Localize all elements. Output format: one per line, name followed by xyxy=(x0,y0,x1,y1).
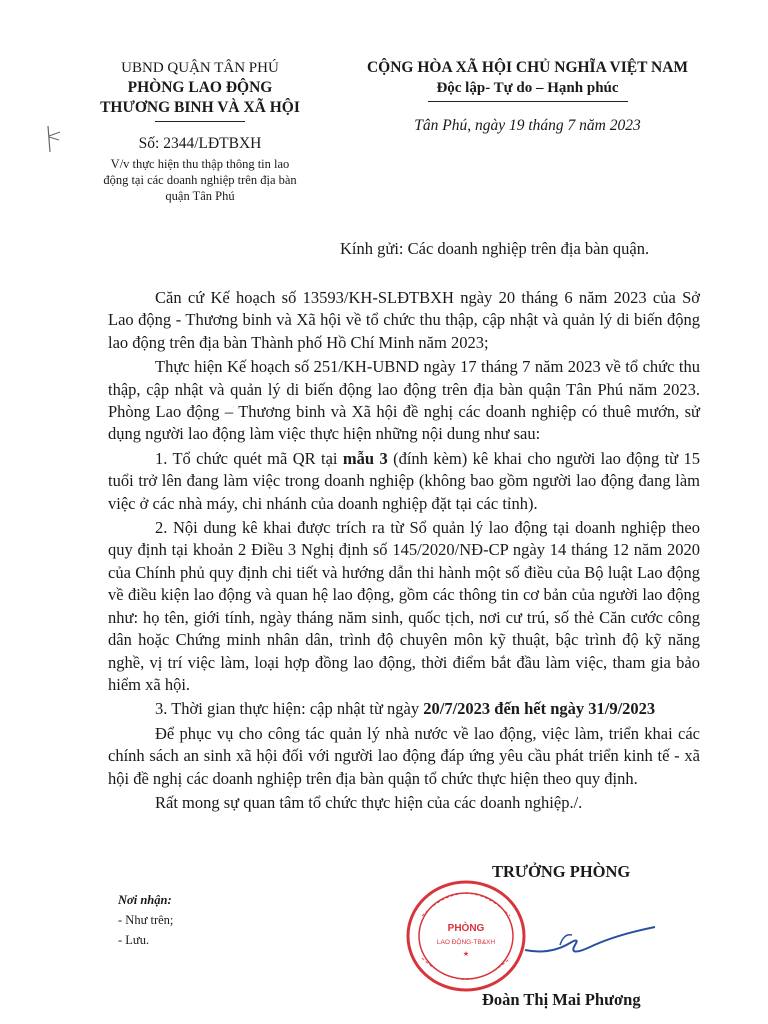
document-date: Tân Phú, ngày 19 tháng 7 năm 2023 xyxy=(414,117,641,134)
deadline-bold: 20/7/2023 đến hết ngày 31/9/2023 xyxy=(423,699,656,719)
body-paragraph-item-2: 2. Nội dung kê khai được trích ra từ Sổ quản lý lao động tại doanh nghiệp theo quy định tại khoản 2 Điều 3 Nghị định số 145/2020/NĐ-CP ngày 14 tháng 12 năm 2020 của Chính phủ quy định chi tiết và hướng dẫn thi hành một số điều của Bộ luật Lao động về điều kiện lao động và quan hệ lao động, gồm các thông tin cơ bản của người lao động như: họ tên, giới tính, ngày tháng năm sinh, quốc tịch, nơi cư trú, số thẻ Căn cước công dân hoặc Chứng minh nhân dân, trình độ chuyên môn kỹ thuật, bậc trình độ kỹ năng nghề, vị trí việc làm, loại hợp đồng lao động, thời điểm bắt đầu làm việc, tham gia bảo hiểm xã hội. xyxy=(108,518,700,694)
item-1-text: 1. Tổ chức quét mã QR tại xyxy=(155,448,343,468)
body-paragraph: Để phục vụ cho công tác quản lý nhà nước về lao động, việc làm, triển khai các chính sách an sinh xã hội đối với người lao động đáp ứng yêu cầu phát triển kinh tế - xã hội đề nghị các doanh nghiệp trên địa bàn quận tổ chức thực hiện theo quy định. xyxy=(108,723,700,788)
department-name-line1: PHÒNG LAO ĐỘNG xyxy=(127,79,273,96)
addressee-line: Kính gửi: Các doanh nghiệp trên địa bàn quận. xyxy=(340,239,650,258)
letter-body xyxy=(108,287,700,816)
issuing-agency-header xyxy=(80,58,320,204)
subject-line-2: động tại các doanh nghiệp trên địa bàn xyxy=(103,173,297,187)
body-paragraph: Thực hiện Kế hoạch số 251/KH-UBND ngày 17 tháng 7 năm 2023 về tổ chức thu thập, cập nhật và quản lý di biến động lao động trên địa bàn quận Tân Phú năm 2023. Phòng Lao động – Thương binh và Xã hội đề nghị các doanh nghiệp có thuê mướn, sử dụng người lao động làm việc thực hiện những nội dung như sau: xyxy=(108,357,700,444)
closing-paragraph: Rất mong sự quan tâm tổ chức thực hiện của các doanh nghiệp./. xyxy=(155,792,583,812)
recipients-title: Nơi nhận: xyxy=(118,893,172,907)
handwritten-margin-mark xyxy=(44,124,64,154)
subject-line-1: V/v thực hiện thu thập thông tin lao xyxy=(110,157,290,171)
svg-text:PHÒNG: PHÒNG xyxy=(447,923,485,934)
recipient-item: - Như trên; xyxy=(118,913,174,927)
handwritten-signature xyxy=(520,915,660,965)
document-number: Số: 2344/LĐTBXH xyxy=(138,135,262,152)
recipients-list xyxy=(118,890,173,950)
motto-divider xyxy=(428,101,628,102)
national-header xyxy=(355,58,700,136)
signer-name: Đoàn Thị Mai Phương xyxy=(482,990,641,1009)
department-name-line2: THƯƠNG BINH VÀ XÃ HỘI xyxy=(100,99,300,116)
item-1-text-cont: (đính kèm) kê khai cho người lao động từ 15 tuổi trở lên đang làm việc trong doanh nghiệp (không bao gồm người lao động đang làm việc ở các nhà máy, chi nhánh của doanh nghiệp đặt tại các tỉnh). xyxy=(108,448,701,513)
nation-title: CỘNG HÒA XÃ HỘI CHỦ NGHĨA VIỆT NAM xyxy=(366,59,689,76)
district-name: UBND QUẬN TÂN PHÚ xyxy=(121,60,279,76)
recipient-item: - Lưu. xyxy=(118,933,150,947)
item-3-text: 3. Thời gian thực hiện: cập nhật từ ngày xyxy=(155,699,424,719)
document-subject xyxy=(80,156,320,204)
body-paragraph-item-1 xyxy=(108,448,700,515)
official-red-stamp xyxy=(402,876,532,996)
svg-text:★: ★ xyxy=(462,951,470,958)
form-name-bold: mẫu 3 xyxy=(342,448,388,468)
signer-title: TRƯỞNG PHÒNG xyxy=(492,862,631,881)
body-paragraph: Căn cứ Kế hoạch số 13593/KH-SLĐTBXH ngày 20 tháng 6 năm 2023 của Sở Lao động - Thương binh và Xã hội về tổ chức thu thập, cập nhật và quản lý di biến động lao động trên địa bàn Thành phố Hồ Chí Minh năm 2023; xyxy=(108,288,700,352)
body-paragraph-item-3 xyxy=(108,698,700,720)
subject-line-3: quận Tân Phú xyxy=(165,189,235,203)
svg-text:LAO ĐỘNG-TB&XH: LAO ĐỘNG-TB&XH xyxy=(436,939,496,946)
national-motto: Độc lập- Tự do – Hạnh phúc xyxy=(436,80,619,96)
header-divider xyxy=(155,121,245,122)
